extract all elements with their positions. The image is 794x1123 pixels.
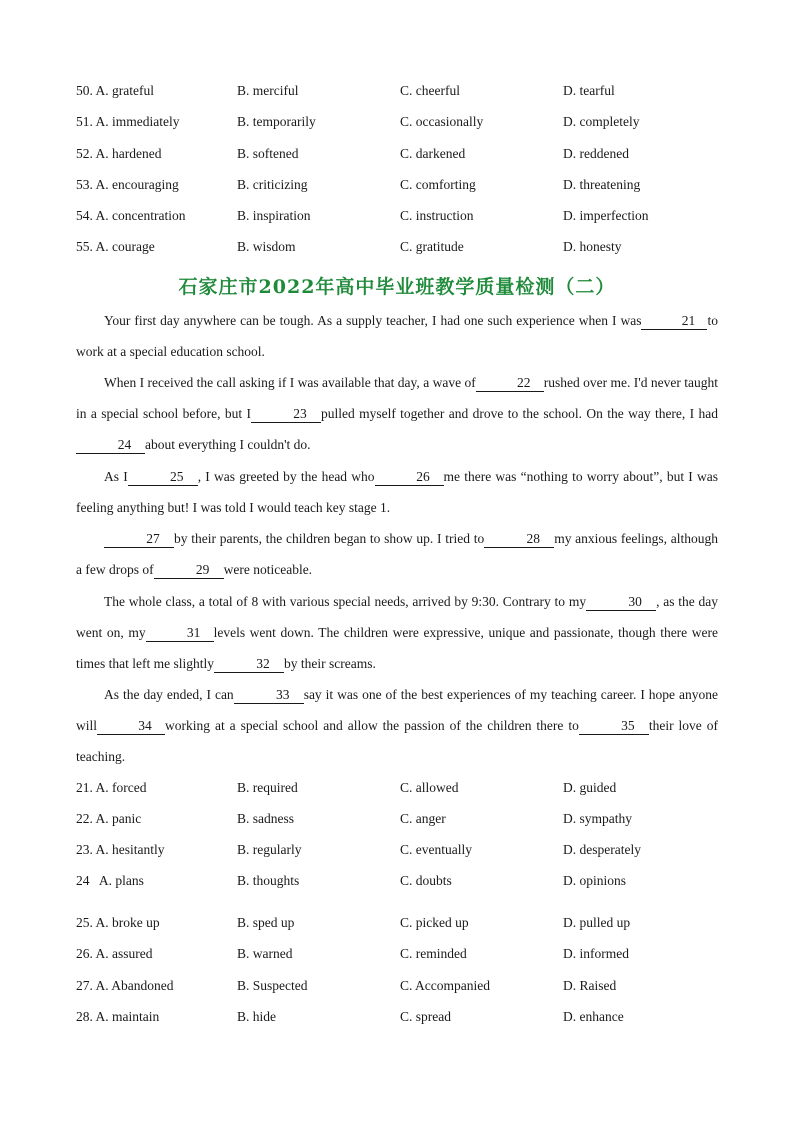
option-c: C. comforting: [400, 177, 476, 192]
blank-35: 35: [579, 718, 649, 735]
option-b: B. merciful: [237, 83, 299, 98]
blank-23: 23: [251, 406, 321, 423]
question-26-options: [0, 946, 794, 966]
option-a: 50. A. grateful: [76, 83, 154, 98]
passage-text: pulled myself together and drove to the school. On the way there, I had: [320, 406, 718, 421]
option-b: B. hide: [237, 1009, 276, 1024]
passage-text: As I: [104, 469, 128, 484]
passage-text: Your first day anywhere can be tough. As a supply teacher, I had one such experience when I was: [104, 313, 642, 328]
blank-27: 27: [104, 531, 174, 548]
passage-paragraph-3: [76, 461, 718, 523]
passage-text: by their screams.: [283, 656, 376, 671]
question-53-options: [0, 177, 794, 197]
blank-26: 26: [375, 469, 444, 486]
option-d: D. informed: [563, 946, 629, 961]
blank-21: 21: [641, 313, 707, 330]
passage-text: rushed over me. I'd never taught in a special school before, but I: [76, 375, 718, 421]
question-51-options: [0, 114, 794, 134]
option-d: D. threatening: [563, 177, 641, 192]
option-d: D. pulled up: [563, 915, 631, 930]
passage-text: levels went down. The children were expressive, unique and passionate, though there were times that left me slightly: [76, 625, 719, 671]
passage-text: When I received the call asking if I was available that day, a wave of: [104, 375, 476, 390]
option-c: C. occasionally: [400, 114, 484, 129]
option-c: C. spread: [400, 1009, 451, 1024]
option-d: D. guided: [563, 780, 617, 795]
option-c: C. eventually: [400, 842, 472, 857]
option-d: D. reddened: [563, 146, 629, 161]
blank-30: 30: [586, 594, 656, 611]
blank-28: 28: [484, 531, 554, 548]
option-d: D. sympathy: [563, 811, 632, 826]
blank-25: 25: [128, 469, 198, 486]
option-a: 54. A. concentration: [76, 208, 186, 223]
option-c: C. picked up: [400, 915, 469, 930]
passage-paragraph-5: [76, 586, 718, 679]
option-c: C. doubts: [400, 873, 452, 888]
section-title: 石家庄市2022年高中毕业班教学质量检测（二）: [178, 276, 616, 298]
blank-34: 34: [97, 718, 165, 735]
option-b: B. inspiration: [237, 208, 311, 223]
passage-text: , I was greeted by the head who: [197, 469, 375, 484]
option-c: C. Accompanied: [400, 978, 490, 993]
option-d: D. tearful: [563, 83, 615, 98]
blank-32: 32: [214, 656, 284, 673]
passage-text: my anxious feelings, although a few drops of: [76, 531, 718, 577]
question-25-options: [0, 915, 794, 935]
question-55-options: [0, 239, 794, 259]
option-d: D. honesty: [563, 239, 622, 254]
question-50-options: [0, 83, 794, 103]
question-52-options: [0, 146, 794, 166]
option-c: C. instruction: [400, 208, 474, 223]
passage-text: about everything I couldn't do.: [145, 437, 311, 452]
passage-text: me there was “nothing to worry about”, but I was feeling anything but! I was told I would teach key stage 1.: [76, 469, 718, 515]
option-b: B. sadness: [237, 811, 294, 826]
option-a: 25. A. broke up: [76, 915, 160, 930]
question-54-options: [0, 208, 794, 228]
option-d: D. desperately: [563, 842, 641, 857]
question-23-options: [0, 842, 794, 862]
option-b: B. Suspected: [237, 978, 308, 993]
option-a: 27. A. Abandoned: [76, 978, 174, 993]
option-a: 24 A. plans: [76, 873, 144, 888]
option-b: B. temporarily: [237, 114, 316, 129]
blank-31: 31: [146, 625, 214, 642]
question-24-options: [0, 873, 794, 893]
passage-paragraph-6: [76, 679, 718, 772]
option-b: B. criticizing: [237, 177, 308, 192]
blank-24: 24: [76, 437, 145, 454]
passage-text: say it was one of the best experiences of my teaching career. I hope anyone will: [76, 687, 718, 733]
passage-text: to work at a special education school.: [76, 313, 718, 359]
option-b: B. thoughts: [237, 873, 300, 888]
option-d: D. imperfection: [563, 208, 649, 223]
option-a: 51. A. immediately: [76, 114, 180, 129]
option-b: B. warned: [237, 946, 293, 961]
option-b: B. sped up: [237, 915, 295, 930]
option-b: B. wisdom: [237, 239, 296, 254]
option-a: 28. A. maintain: [76, 1009, 160, 1024]
option-c: C. reminded: [400, 946, 467, 961]
option-c: C. cheerful: [400, 83, 460, 98]
question-21-options: [0, 780, 794, 800]
option-c: C. gratitude: [400, 239, 464, 254]
question-28-options: [0, 1009, 794, 1029]
question-22-options: [0, 811, 794, 831]
option-c: C. allowed: [400, 780, 459, 795]
option-c: C. darkened: [400, 146, 466, 161]
passage-text: working at a special school and allow the passion of the children there to: [165, 718, 579, 733]
blank-22: 22: [476, 375, 544, 392]
option-d: D. Raised: [563, 978, 617, 993]
passage-text: by their parents, the children began to show up. I tried to: [174, 531, 485, 546]
option-a: 23. A. hesitantly: [76, 842, 165, 857]
option-d: D. enhance: [563, 1009, 624, 1024]
option-d: D. opinions: [563, 873, 627, 888]
passage-text: were noticeable.: [223, 562, 313, 577]
passage-text: , as the day went on, my: [76, 594, 718, 640]
option-d: D. completely: [563, 114, 640, 129]
option-a: 26. A. assured: [76, 946, 153, 961]
option-a: 21. A. forced: [76, 780, 147, 795]
question-27-options: [0, 978, 794, 998]
passage-text: their love of teaching.: [76, 718, 719, 764]
option-b: B. softened: [237, 146, 299, 161]
option-b: B. regularly: [237, 842, 302, 857]
option-a: 22. A. panic: [76, 811, 142, 826]
passage-paragraph-2: [76, 367, 718, 460]
passage-text: The whole class, a total of 8 with various special needs, arrived by 9:30. Contrary to my: [104, 594, 587, 609]
option-a: 55. A. courage: [76, 239, 155, 254]
passage-paragraph-1: [76, 305, 718, 367]
blank-33: 33: [234, 687, 304, 704]
option-c: C. anger: [400, 811, 446, 826]
passage-paragraph-4: [76, 523, 718, 585]
option-a: 53. A. encouraging: [76, 177, 179, 192]
passage-text: As the day ended, I can: [104, 687, 234, 702]
option-a: 52. A. hardened: [76, 146, 162, 161]
option-b: B. required: [237, 780, 298, 795]
blank-29: 29: [154, 562, 224, 579]
